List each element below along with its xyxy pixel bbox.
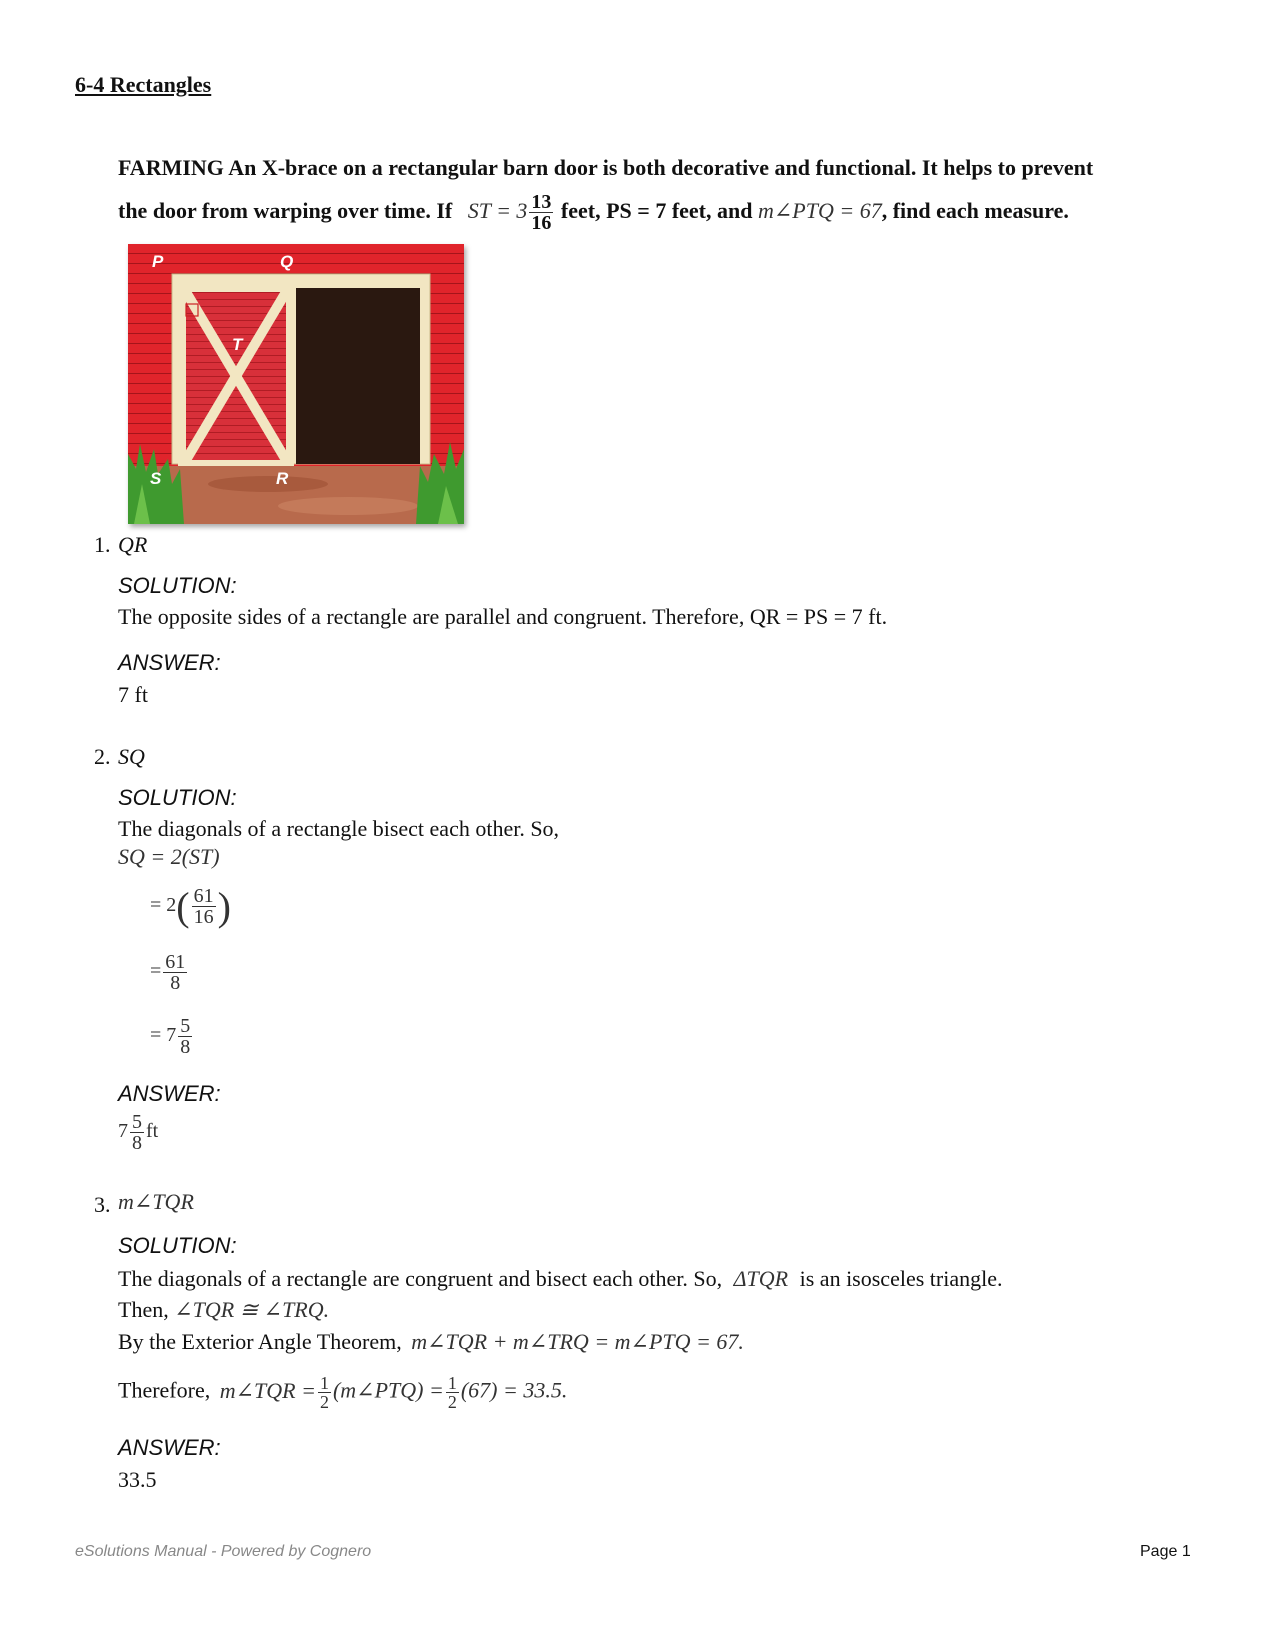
p3-line4-math-c: (67) = 33.5. xyxy=(460,1377,568,1403)
problem-3-line-3 xyxy=(118,1329,744,1355)
st-numerator: 13 xyxy=(531,191,552,214)
work-line2-fraction xyxy=(192,886,216,927)
problem-3-line-1 xyxy=(118,1266,1002,1292)
problem-1-solution-text: The opposite sides of a rectangle are parallel and congruent. Therefore, QR = PS = 7 ft. xyxy=(118,604,888,629)
problem-2-answer-label: ANSWER: xyxy=(118,1081,221,1106)
work-line4-denominator: 8 xyxy=(180,1036,191,1058)
work-line4-prefix: = 7 xyxy=(150,1024,177,1047)
st-denominator: 16 xyxy=(531,212,552,235)
problem-3-line-4 xyxy=(118,1374,567,1411)
work-line4-numerator: 5 xyxy=(180,1015,191,1037)
work-line3-numerator: 61 xyxy=(165,951,186,973)
p3-line1-pre: The diagonals of a rectangle are congruent and bisect each other. So, xyxy=(118,1266,723,1291)
page-number: Page 1 xyxy=(1140,1543,1191,1560)
problem-1-prompt: QR xyxy=(118,532,148,557)
problem-2-work-line-4 xyxy=(150,1016,194,1057)
work-line4-fraction xyxy=(178,1016,192,1057)
answer-unit: ft xyxy=(146,1120,159,1143)
work-line3-prefix: = xyxy=(150,960,162,983)
p3-line3-math: m∠TQR + m∠TRQ = m∠PTQ = 67. xyxy=(411,1329,744,1354)
intro-line2-start: the door from warping over time. If xyxy=(118,198,453,223)
intro-end: , find each measure. xyxy=(881,198,1069,223)
problem-1-solution-label: SOLUTION: xyxy=(118,573,237,598)
half-2-numerator: 1 xyxy=(447,1373,457,1393)
answer-denominator: 8 xyxy=(132,1132,142,1154)
problem-3-answer: 33.5 xyxy=(118,1467,157,1492)
problem-2-work-line-2: = 2( $\frac{61}{16}$ ) xyxy=(150,884,231,929)
barn-door-figure xyxy=(128,244,464,524)
footer-credit: eSolutions Manual - Powered by Cognero xyxy=(75,1543,372,1560)
problem-2-solution-text: The diagonals of a rectangle bisect each other. So, xyxy=(118,816,560,841)
problem-2-prompt: SQ xyxy=(118,744,145,769)
p3-line3-pre: By the Exterior Angle Theorem, xyxy=(118,1329,402,1354)
p3-line4-pre: Therefore, xyxy=(118,1377,211,1403)
work-line2-numerator: 61 xyxy=(193,885,214,907)
problem-3-answer-label: ANSWER: xyxy=(118,1435,221,1460)
work-line2-prefix: = 2 xyxy=(150,894,177,917)
intro-line-2 xyxy=(118,189,1208,233)
barn-door-illustration xyxy=(128,244,464,524)
intro-mid: feet, PS = 7 feet, and xyxy=(560,198,753,223)
problem-1-answer-label: ANSWER: xyxy=(118,650,221,675)
answer-whole: 7 xyxy=(118,1120,128,1143)
st-fraction xyxy=(529,192,553,233)
problem-2-work-line-1: SQ = 2(ST) xyxy=(118,844,220,869)
p3-line1-math: ΔTQR xyxy=(733,1266,789,1291)
page-title: 6-4 Rectangles xyxy=(75,72,212,97)
label-s: S xyxy=(150,469,162,488)
problem-3-solution-label: SOLUTION: xyxy=(118,1233,237,1258)
problem-3-number: 3. xyxy=(94,1192,111,1217)
half-1-denominator: 2 xyxy=(319,1392,329,1412)
answer-numerator: 5 xyxy=(132,1111,142,1133)
label-p: P xyxy=(152,252,164,271)
angle-ptq: m∠PTQ = 67 xyxy=(757,198,882,223)
p3-line2-pre: Then, xyxy=(118,1297,169,1322)
half-2-denominator: 2 xyxy=(447,1392,457,1412)
problem-1-number: 1. xyxy=(94,532,111,557)
answer-fraction xyxy=(130,1112,144,1153)
label-t: T xyxy=(232,335,243,354)
p3-line2-math: ∠TQR ≅ ∠TRQ. xyxy=(174,1297,330,1322)
p3-half-fraction-2 xyxy=(446,1374,459,1411)
problem-2-solution-label: SOLUTION: xyxy=(118,785,237,810)
intro-line-1: FARMING An X-brace on a rectangular barn door is both decorative and functional. It helps to prevent xyxy=(118,155,1094,180)
p3-half-fraction-1 xyxy=(318,1374,331,1411)
problem-1-answer: 7 ft xyxy=(118,682,148,707)
problem-intro xyxy=(118,146,1208,233)
problem-3-line-2 xyxy=(118,1297,329,1323)
half-1-numerator: 1 xyxy=(319,1373,329,1393)
work-line2-denominator: 16 xyxy=(193,906,214,928)
work-line3-fraction xyxy=(163,952,187,993)
problem-2-work-line-3 xyxy=(150,952,189,993)
st-equation: ST = 3 xyxy=(467,198,528,223)
p3-line4-math-a: m∠TQR = xyxy=(219,1377,316,1403)
label-r: R xyxy=(276,469,289,488)
p3-line4-math-b: (m∠PTQ) = xyxy=(332,1377,444,1403)
p3-line1-post: is an isosceles triangle. xyxy=(799,1266,1003,1291)
problem-3-prompt: m∠TQR xyxy=(118,1189,194,1214)
problem-2-number: 2. xyxy=(94,744,111,769)
work-line3-denominator: 8 xyxy=(170,972,181,994)
problem-2-answer xyxy=(118,1112,158,1153)
label-q: Q xyxy=(280,252,294,271)
